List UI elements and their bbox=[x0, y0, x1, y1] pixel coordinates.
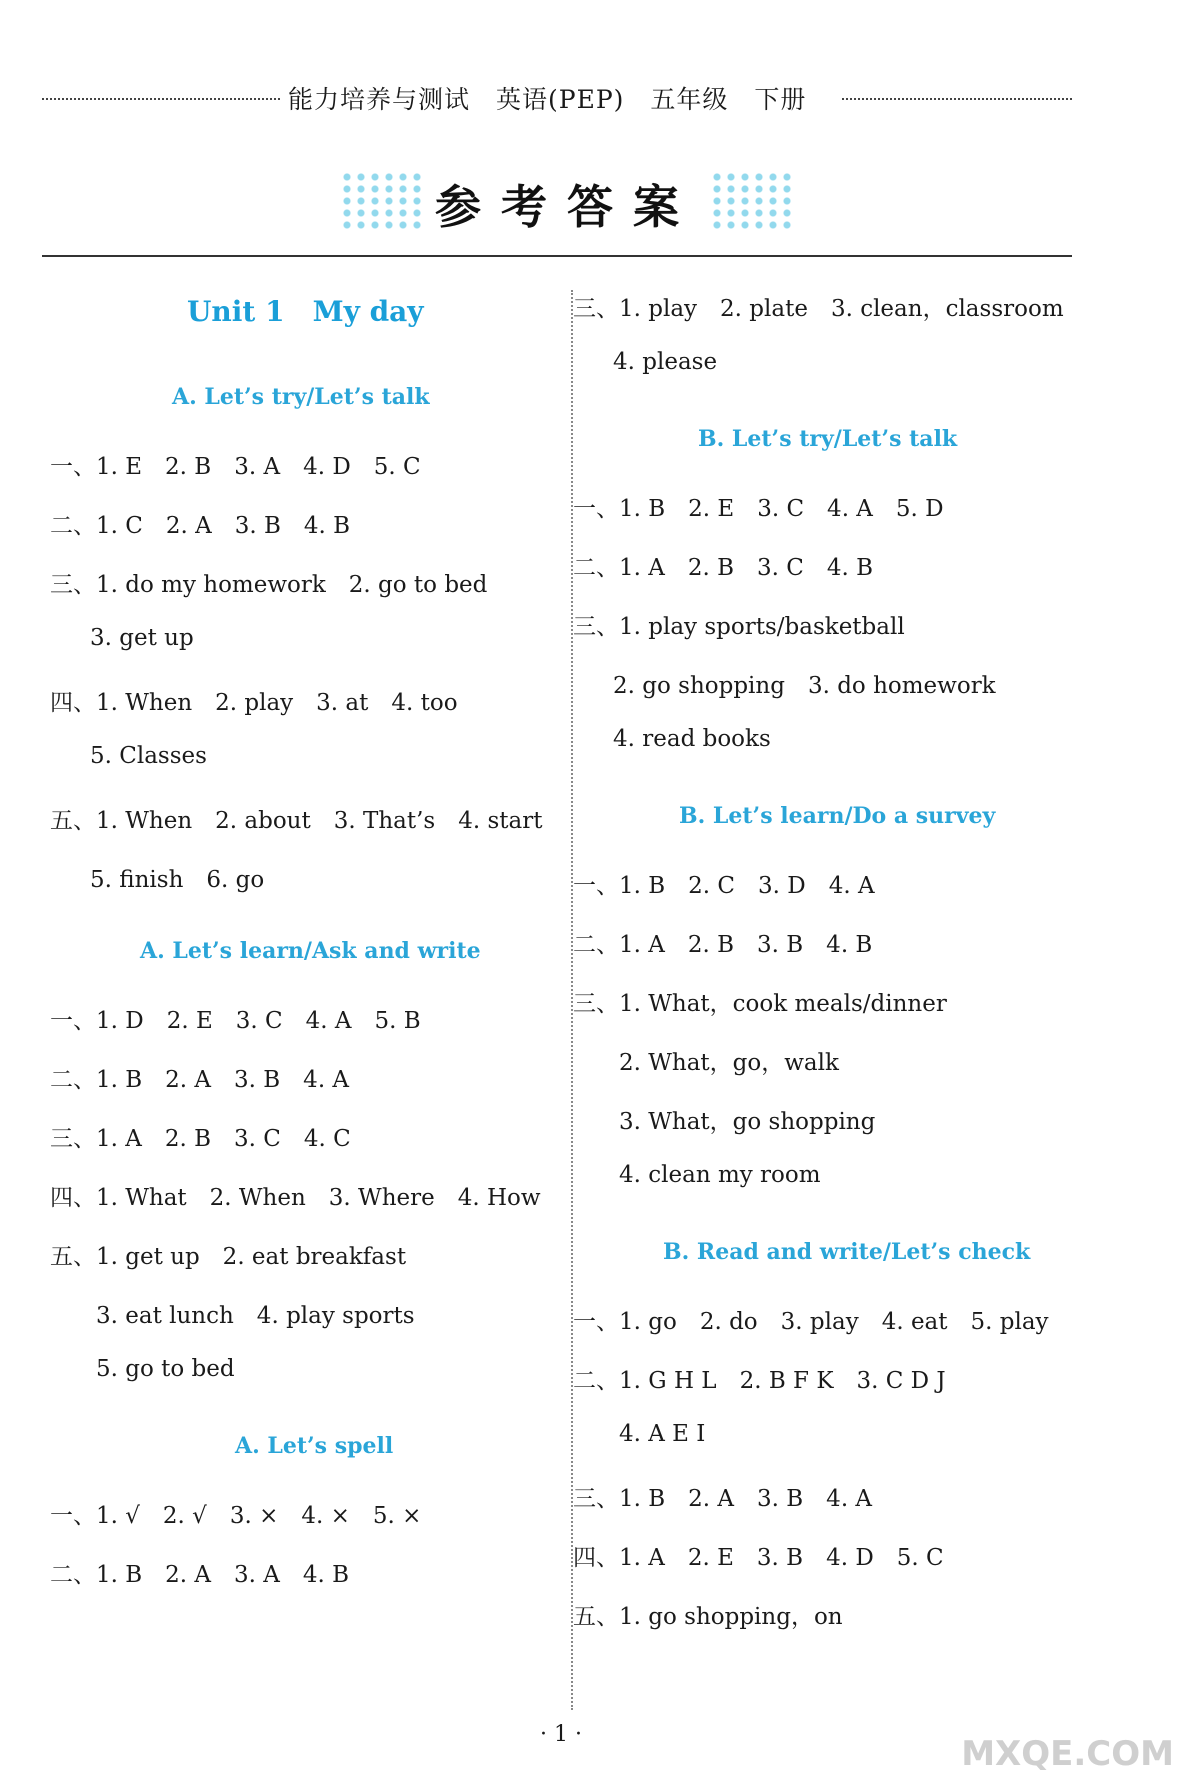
answer-line: 3. get up bbox=[90, 625, 194, 651]
answer-line: 四、1. A 2. E 3. B 4. D 5. C bbox=[573, 1545, 944, 1571]
answer-line: 二、1. G H L 2. B F K 3. C D J bbox=[573, 1368, 946, 1394]
answer-line: 二、1. B 2. A 3. B 4. A bbox=[50, 1067, 350, 1093]
section-heading: A. Let’s learn/Ask and write bbox=[140, 938, 481, 964]
answer-line: 4. A E I bbox=[619, 1421, 706, 1447]
answer-line: 一、1. B 2. C 3. D 4. A bbox=[573, 873, 875, 899]
header-dots-left bbox=[42, 98, 280, 100]
answer-line: 3. What，go shopping bbox=[619, 1109, 876, 1135]
answer-line: 5. Classes bbox=[90, 743, 207, 769]
answer-line: 二、1. B 2. A 3. A 4. B bbox=[50, 1562, 350, 1588]
section-heading: B. Let’s learn/Do a survey bbox=[679, 803, 996, 829]
decor-dots-right bbox=[710, 171, 795, 231]
answer-line: 一、1. √ 2. √ 3. × 4. × 5. × bbox=[50, 1503, 422, 1529]
answer-line: 二、1. A 2. B 3. B 4. B bbox=[573, 932, 873, 958]
title-rule bbox=[42, 255, 1072, 257]
header-text: 能力培养与测试 英语(PEP) 五年级 下册 bbox=[288, 85, 807, 114]
answer-line: 三、1. What，cook meals/dinner bbox=[573, 991, 947, 1017]
answer-line: 2. What，go，walk bbox=[619, 1050, 839, 1076]
answer-line: 2. go shopping 3. do homework bbox=[613, 673, 996, 699]
section-heading: B. Read and write/Let’s check bbox=[663, 1239, 1031, 1265]
decor-dots-left bbox=[340, 171, 425, 231]
answer-line: 一、1. E 2. B 3. A 4. D 5. C bbox=[50, 454, 421, 480]
page-number: · 1 · bbox=[540, 1722, 582, 1747]
answer-line: 4. please bbox=[613, 349, 718, 375]
running-header bbox=[42, 80, 1072, 116]
answer-line: 三、1. play 2. plate 3. clean，classroom bbox=[573, 296, 1064, 322]
answer-line: 一、1. D 2. E 3. C 4. A 5. B bbox=[50, 1008, 421, 1034]
answer-line: 3. eat lunch 4. play sports bbox=[96, 1303, 415, 1329]
answer-line: 三、1. play sports/basketball bbox=[573, 614, 905, 640]
answer-line: 三、1. B 2. A 3. B 4. A bbox=[573, 1486, 873, 1512]
answer-line: 4. read books bbox=[613, 726, 771, 752]
answer-line: 一、1. go 2. do 3. play 4. eat 5. play bbox=[573, 1309, 1049, 1335]
answer-line: 二、1. A 2. B 3. C 4. B bbox=[573, 555, 874, 581]
page-title: 参考答案 bbox=[435, 180, 699, 234]
answer-line: 四、1. What 2. When 3. Where 4. How bbox=[50, 1185, 541, 1211]
answer-line: 三、1. A 2. B 3. C 4. C bbox=[50, 1126, 351, 1152]
answer-line: 5. finish 6. go bbox=[90, 867, 265, 893]
section-heading: A. Let’s try/Let’s talk bbox=[172, 384, 430, 410]
answer-line: 四、1. When 2. play 3. at 4. too bbox=[50, 690, 458, 716]
unit-title: Unit 1 My day bbox=[187, 295, 424, 328]
answer-line: 五、1. When 2. about 3. That’s 4. start bbox=[50, 808, 543, 834]
answer-line: 4. clean my room bbox=[619, 1162, 821, 1188]
answer-line: 二、1. C 2. A 3. B 4. B bbox=[50, 513, 351, 539]
answer-line: 五、1. go shopping，on bbox=[573, 1604, 843, 1630]
answer-line: 5. go to bed bbox=[96, 1356, 235, 1382]
watermark-logo: MXQE.COM bbox=[961, 1734, 1174, 1774]
section-heading: A. Let’s spell bbox=[235, 1433, 394, 1459]
title-block bbox=[340, 165, 810, 245]
answer-line: 三、1. do my homework 2. go to bed bbox=[50, 572, 488, 598]
header-dots-right bbox=[842, 98, 1072, 100]
answer-line: 一、1. B 2. E 3. C 4. A 5. D bbox=[573, 496, 944, 522]
answer-line: 五、1. get up 2. eat breakfast bbox=[50, 1244, 407, 1270]
section-heading: B. Let’s try/Let’s talk bbox=[698, 426, 958, 452]
